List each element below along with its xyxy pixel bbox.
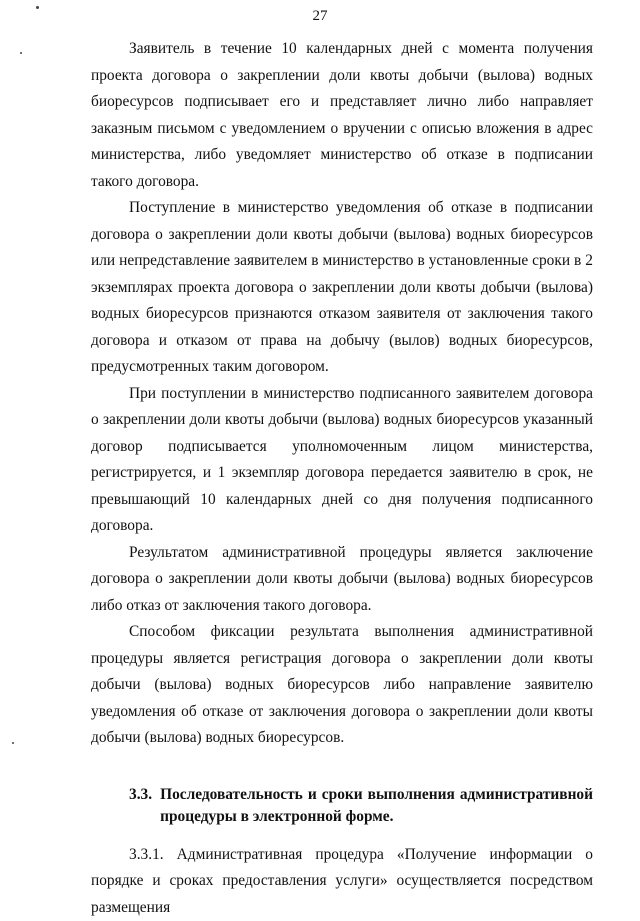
scan-speck: [36, 6, 39, 9]
section-number: 3.3.: [129, 784, 160, 828]
scan-speck: [20, 52, 22, 54]
paragraph: 3.3.1. Административная процедура «Получение информации о порядке и сроках предоставления услуги» осуществляется посредством размещения: [91, 842, 593, 921]
paragraph: Способом фиксации результата выполнения административной процедуры является регистрация договора о закреплении доли квоты добычи (вылова) водных биоресурсов либо направление заявителю уведомления об отказе от заключения договора о закреплении доли квоты добычи (вылова) водных биоресурсов.: [91, 619, 593, 752]
page-number: 27: [0, 8, 640, 25]
paragraph: Заявитель в течение 10 календарных дней с момента получения проекта договора о закреплении доли квоты добычи (вылова) водных биоресурсов подписывает его и представляет лично либо направляет заказным письмом с уведомлением о вручении с описью вложения в адрес министерства, либо уведомляет министерство об отказе в подписании такого договора.: [91, 36, 593, 195]
paragraph: При поступлении в министерство подписанного заявителем договора о закреплении доли квоты добычи (вылова) водных биоресурсов указанный договор подписывается уполномоченным лицом министерства, регистрируется, и 1 экземпляр договора передается заявителю в срок, не превышающий 10 календарных дней со дня получения подписанного договора.: [91, 381, 593, 540]
scan-speck: [12, 742, 14, 744]
section-title: Последовательность и сроки выполнения административной процедуры в электронной форме.: [160, 784, 593, 828]
paragraph: Результатом административной процедуры является заключение договора о закреплении доли квоты добычи (вылова) водных биоресурсов либо отказ от заключения такого договора.: [91, 540, 593, 620]
section-heading: [91, 784, 593, 828]
paragraph: Поступление в министерство уведомления об отказе в подписании договора о закреплении доли квоты добычи (вылова) водных биоресурсов или непредставление заявителем в министерство в установленные сроки в 2 экземплярах проекта договора о закреплении доли квоты добычи (вылова) водных биоресурсов признаются отказом заявителя от заключения такого договора и отказом от права на добычу (вылов) водных биоресурсов, предусмотренных таким договором.: [91, 195, 593, 381]
document-body: [91, 36, 593, 921]
